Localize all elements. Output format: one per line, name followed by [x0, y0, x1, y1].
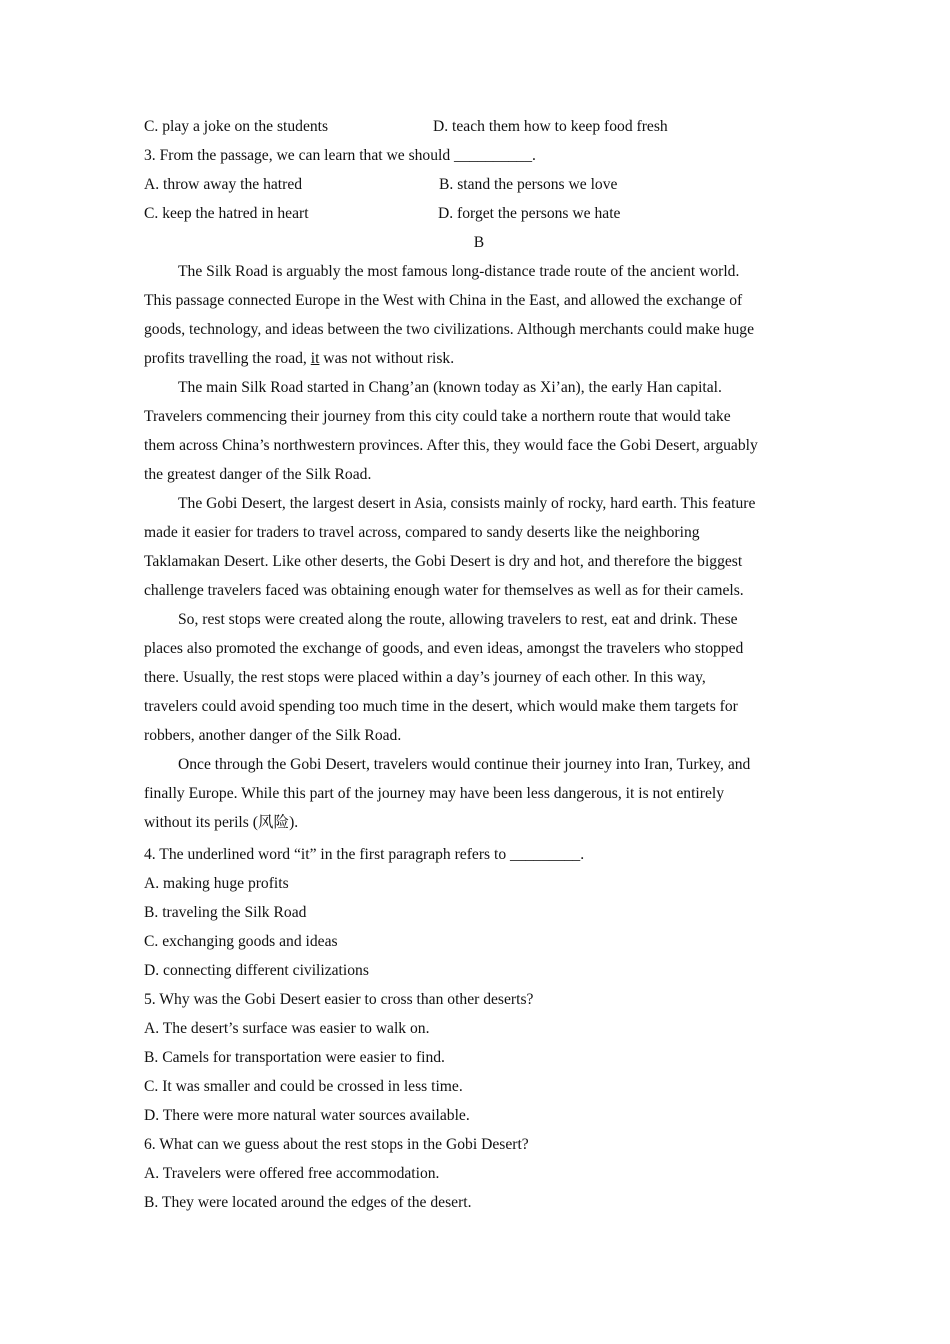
passage-line: This passage connected Europe in the West with China in the East, and allowed the exchange of — [144, 292, 743, 309]
passage-line — [144, 344, 814, 373]
passage-paragraph-1 — [144, 257, 814, 373]
q5-stem: 5. Why was the Gobi Desert easier to cross than other deserts? — [144, 991, 534, 1008]
passage-line: travelers could avoid spending too much time in the desert, which would make them targets for — [144, 698, 738, 715]
passage-line: goods, technology, and ideas between the two civilizations. Although merchants could make huge — [144, 321, 755, 338]
passage-line: made it easier for traders to travel across, compared to sandy deserts like the neighboring — [144, 524, 700, 541]
passage-line: The Silk Road is arguably the most famous long-distance trade route of the ancient world. — [178, 263, 740, 280]
passage-paragraph-4 — [144, 605, 814, 750]
passage-line: there. Usually, the rest stops were placed within a day’s journey of each other. In this way, — [144, 669, 706, 686]
q2-options-row — [144, 112, 814, 141]
q4-option-a: A. making huge profits — [144, 875, 289, 892]
q2-option-c: C. play a joke on the students — [144, 118, 329, 135]
q5-option-a: A. The desert’s surface was easier to walk on. — [144, 1020, 430, 1037]
passage-line: Travelers commencing their journey from this city could take a northern route that would take — [144, 408, 731, 425]
q3-stem: 3. From the passage, we can learn that we should __________. — [144, 147, 536, 164]
passage-line: challenge travelers faced was obtaining enough water for themselves as well as for their camels. — [144, 582, 744, 599]
q5-option-b: B. Camels for transportation were easier to find. — [144, 1049, 445, 1066]
passage-line: finally Europe. While this part of the journey may have been less dangerous, it is not entirely — [144, 785, 724, 802]
passage-text: profits travelling the road, — [144, 350, 311, 367]
q4-option-b: B. traveling the Silk Road — [144, 904, 307, 921]
passage-paragraph-5 — [144, 750, 814, 840]
q3-option-c: C. keep the hatred in heart — [144, 205, 309, 222]
q3-option-b: B. stand the persons we love — [439, 176, 618, 193]
passage-line: places also promoted the exchange of goods, and even ideas, amongst the travelers who stopped — [144, 640, 744, 657]
passage-text: was not without risk. — [319, 350, 455, 367]
q4-option-c: C. exchanging goods and ideas — [144, 933, 338, 950]
passage-line: The main Silk Road started in Chang’an (known today as Xi’an), the early Han capital. — [178, 379, 722, 396]
passage-line: without its perils (风险). — [144, 814, 299, 831]
question-6 — [144, 1130, 814, 1217]
passage-line: So, rest stops were created along the route, allowing travelers to rest, eat and drink. These — [178, 611, 738, 628]
q4-option-d: D. connecting different civilizations — [144, 962, 369, 979]
passage-line: Once through the Gobi Desert, travelers would continue their journey into Iran, Turkey, and — [178, 756, 751, 773]
q6-option-a: A. Travelers were offered free accommodation. — [144, 1165, 440, 1182]
passage-paragraph-3 — [144, 489, 814, 605]
q3-option-a: A. throw away the hatred — [144, 176, 303, 193]
passage-line: Taklamakan Desert. Like other deserts, the Gobi Desert is dry and hot, and therefore the biggest — [144, 553, 743, 570]
underlined-word-it: it — [310, 350, 320, 367]
passage-line: them across China’s northwestern provinces. After this, they would face the Gobi Desert, arguably — [144, 437, 758, 454]
document-page — [144, 112, 814, 1217]
passage-line: the greatest danger of the Silk Road. — [144, 466, 372, 483]
question-5 — [144, 985, 814, 1130]
passage-paragraph-2 — [144, 373, 814, 489]
question-4 — [144, 840, 814, 985]
q3-options-row-1 — [144, 170, 814, 199]
q3-option-d: D. forget the persons we hate — [438, 205, 621, 222]
q4-stem: 4. The underlined word “it” in the first paragraph refers to _________. — [144, 846, 585, 863]
passage-line: robbers, another danger of the Silk Road. — [144, 727, 402, 744]
q5-option-d: D. There were more natural water sources available. — [144, 1107, 470, 1124]
q3-options-row-2 — [144, 199, 814, 228]
q6-stem: 6. What can we guess about the rest stops in the Gobi Desert? — [144, 1136, 529, 1153]
q5-option-c: C. It was smaller and could be crossed in less time. — [144, 1078, 463, 1095]
section-label: B — [473, 234, 485, 251]
q2-option-d: D. teach them how to keep food fresh — [433, 118, 668, 135]
q6-option-b: B. They were located around the edges of the desert. — [144, 1194, 472, 1211]
passage-line: The Gobi Desert, the largest desert in Asia, consists mainly of rocky, hard earth. This feature — [178, 495, 756, 512]
